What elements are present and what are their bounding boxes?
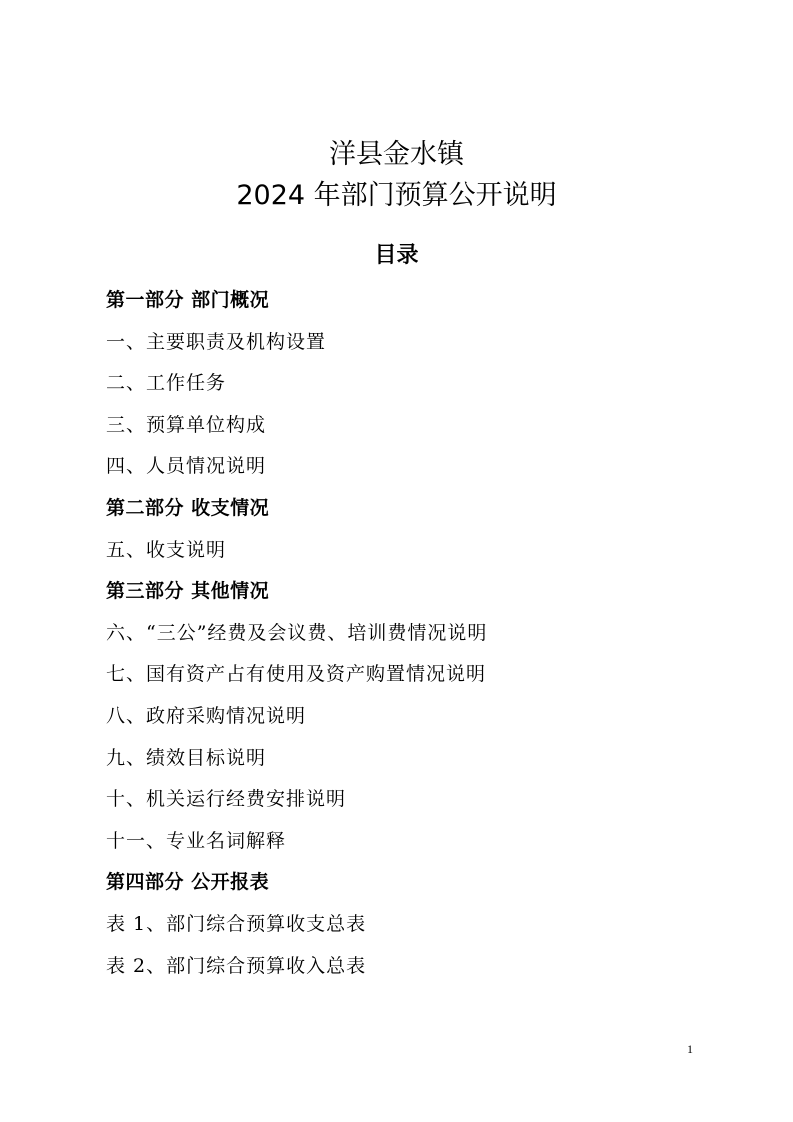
toc-item-2: 二、工作任务 (106, 372, 227, 395)
toc-item-5: 五、收支说明 (106, 538, 227, 561)
table-of-contents (106, 280, 726, 987)
toc-item-8: 八、政府采购情况说明 (106, 704, 307, 727)
toc-item-11: 十一、专业名词解释 (106, 829, 287, 852)
toc-part-4: 第四部分 公开报表 (106, 871, 270, 894)
toc-table-2: 表 2、部门综合预算收入总表 (106, 954, 367, 977)
toc-item-9: 九、绩效目标说明 (106, 746, 267, 769)
toc-item-6: 六、“三公”经费及会议费、培训费情况说明 (106, 621, 488, 644)
toc-part-3: 第三部分 其他情况 (106, 580, 270, 603)
toc-part-2: 第二部分 收支情况 (106, 496, 270, 519)
toc-item-3: 三、预算单位构成 (106, 413, 267, 436)
document-title-line1: 洋县金水镇 (329, 139, 464, 170)
toc-item-4: 四、人员情况说明 (106, 455, 267, 478)
toc-item-10: 十、机关运行经费安排说明 (106, 788, 347, 811)
toc-item-7: 七、国有资产占有使用及资产购置情况说明 (106, 663, 487, 686)
toc-part-1: 第一部分 部门概况 (106, 289, 270, 311)
toc-heading: 目录 (374, 243, 419, 268)
toc-item-1: 一、主要职责及机构设置 (106, 330, 327, 353)
toc-table-1: 表 1、部门综合预算收支总表 (106, 912, 367, 935)
page-number: 1 (687, 1042, 693, 1056)
document-title-line2: 2024 年部门预算公开说明 (236, 180, 557, 211)
